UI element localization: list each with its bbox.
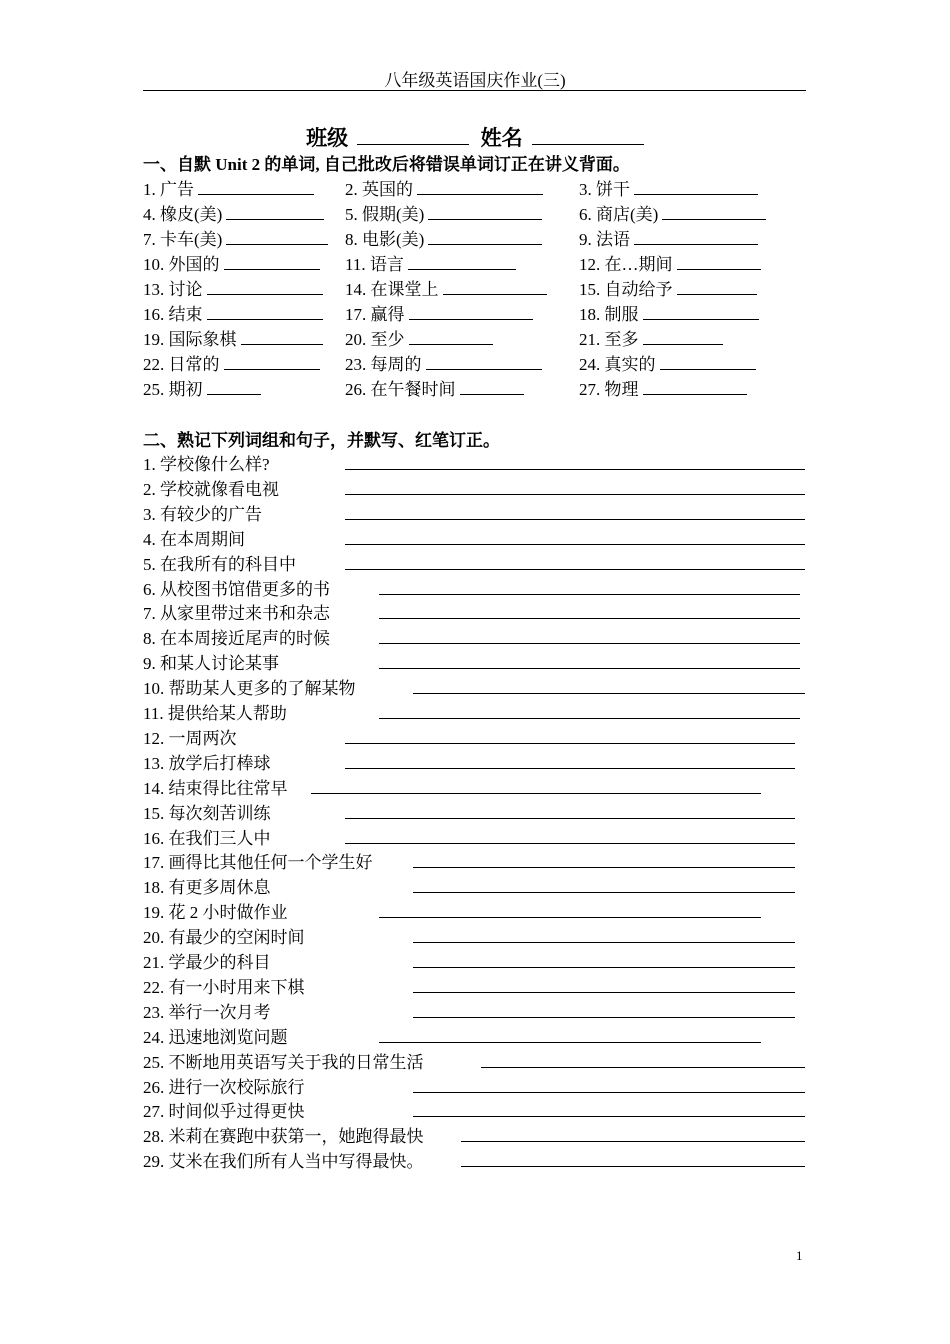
vocab-prompt: 5. 假期(美) [345,205,425,224]
vocab-item [345,350,542,375]
vocab-prompt: 9. 法语 [579,230,630,249]
vocab-prompt: 6. 商店(美) [579,205,659,224]
answer-line[interactable] [345,494,805,495]
phrase-item [143,898,288,920]
answer-line[interactable] [413,1116,805,1117]
answer-blank[interactable] [443,277,547,295]
vocab-prompt: 19. 国际象棋 [143,330,237,349]
phrase-prompt: 9. 和某人讨论某事 [143,654,279,673]
answer-line[interactable] [379,917,761,918]
phrase-item [143,873,271,895]
answer-blank[interactable] [408,252,516,270]
vocab-item [579,350,756,375]
phrase-prompt: 1. 学校像什么样? [143,455,270,474]
answer-blank[interactable] [428,202,542,220]
phrase-item [143,550,296,572]
vocab-prompt: 26. 在午餐时间 [345,380,456,399]
vocab-prompt: 22. 日常的 [143,355,220,374]
answer-blank[interactable] [634,227,758,245]
answer-line[interactable] [345,544,805,545]
answer-line[interactable] [311,793,761,794]
answer-blank[interactable] [226,202,324,220]
vocab-item [579,325,723,350]
phrase-item [143,824,271,846]
phrase-prompt: 8. 在本周接近尾声的时候 [143,629,330,648]
answer-blank[interactable] [677,252,761,270]
vocab-item [143,200,324,225]
phrase-item [143,599,330,621]
answer-line[interactable] [379,643,800,644]
vocab-prompt: 17. 赢得 [345,305,405,324]
answer-blank[interactable] [643,377,747,395]
phrase-item [143,624,330,646]
answer-line[interactable] [379,618,800,619]
answer-blank[interactable] [241,327,323,345]
vocab-item [143,300,323,325]
answer-line[interactable] [413,1092,805,1093]
page-number: 1 [796,1248,803,1263]
vocab-item [143,350,320,375]
vocab-item [579,375,747,400]
phrase-item [143,948,271,970]
vocab-prompt: 27. 物理 [579,380,639,399]
answer-blank[interactable] [207,377,261,395]
phrase-prompt: 17. 画得比其他任何一个学生好 [143,853,373,872]
phrase-prompt: 22. 有一小时用来下棋 [143,978,305,997]
answer-line[interactable] [345,818,795,819]
phrase-prompt: 29. 艾米在我们所有人当中写得最快。 [143,1152,424,1171]
class-label: 班级 [306,126,349,150]
phrase-prompt: 20. 有最少的空闲时间 [143,928,305,947]
answer-blank[interactable] [409,327,493,345]
answer-line[interactable] [413,693,805,694]
phrase-prompt: 28. 米莉在赛跑中获第一，她跑得最快 [143,1127,424,1146]
phrase-prompt: 10. 帮助某人更多的了解某物 [143,679,356,698]
section2-title: 二、熟记下列词组和句子，并默写、红笔订正。 [143,431,500,450]
phrase-prompt: 12. 一周两次 [143,729,237,748]
vocab-item [143,375,261,400]
phrase-item [143,575,330,597]
phrase-prompt: 21. 学最少的科目 [143,953,271,972]
phrase-item [143,799,271,821]
vocab-item [143,175,314,200]
class-blank[interactable] [357,125,469,145]
answer-line[interactable] [461,1166,805,1167]
phrase-item [143,1097,305,1119]
vocab-prompt: 2. 英国的 [345,180,413,199]
student-info-line [0,122,950,152]
answer-line[interactable] [413,867,795,868]
vocab-item [143,225,328,250]
answer-blank[interactable] [224,252,320,270]
phrase-prompt: 19. 花 2 小时做作业 [143,903,288,922]
vocab-prompt: 3. 饼干 [579,180,630,199]
vocab-prompt: 15. 自动给予 [579,280,673,299]
answer-line[interactable] [345,469,805,470]
vocab-item [143,275,323,300]
vocab-prompt: 14. 在课堂上 [345,280,439,299]
phrase-item [143,973,305,995]
answer-blank[interactable] [643,302,759,320]
header-rule [143,90,806,91]
answer-line[interactable] [379,668,800,669]
phrase-item [143,1147,424,1169]
phrase-prompt: 5. 在我所有的科目中 [143,555,296,574]
vocab-item [345,175,543,200]
vocab-item [579,175,758,200]
answer-line[interactable] [345,843,795,844]
phrase-prompt: 4. 在本周期间 [143,530,245,549]
vocab-item [345,325,493,350]
vocab-prompt: 24. 真实的 [579,355,656,374]
vocab-item [579,275,757,300]
vocab-prompt: 13. 讨论 [143,280,203,299]
header-title: 八年级英语国庆作业(三) [384,71,566,90]
vocab-prompt: 20. 至少 [345,330,405,349]
vocab-item [579,300,759,325]
vocab-prompt: 10. 外国的 [143,255,220,274]
phrase-item [143,500,262,522]
answer-line[interactable] [413,967,795,968]
phrase-item [143,1023,288,1045]
vocab-prompt: 18. 制服 [579,305,639,324]
vocab-prompt: 23. 每周的 [345,355,422,374]
answer-blank[interactable] [207,302,323,320]
answer-blank[interactable] [226,227,328,245]
phrase-item [143,1073,305,1095]
answer-line[interactable] [379,594,800,595]
phrase-item [143,724,237,746]
phrase-item [143,774,288,796]
vocab-item [345,225,542,250]
answer-blank[interactable] [426,352,542,370]
phrase-item [143,674,356,696]
answer-blank[interactable] [428,227,542,245]
phrase-prompt: 7. 从家里带过来书和杂志 [143,604,330,623]
answer-blank[interactable] [643,327,723,345]
phrase-item [143,1048,424,1070]
answer-line[interactable] [461,1141,805,1142]
phrase-prompt: 16. 在我们三人中 [143,829,271,848]
answer-blank[interactable] [224,352,320,370]
phrase-prompt: 23. 举行一次月考 [143,1003,271,1022]
answer-line[interactable] [345,569,805,570]
vocab-item [345,200,542,225]
answer-line[interactable] [345,768,795,769]
answer-line[interactable] [379,1042,761,1043]
vocab-item [579,250,761,275]
vocab-item [345,250,516,275]
vocab-item [143,325,323,350]
vocab-item [345,275,547,300]
vocab-item [345,300,533,325]
answer-line[interactable] [345,519,805,520]
phrase-item [143,749,271,771]
phrase-item [143,1122,424,1144]
answer-blank[interactable] [207,277,323,295]
vocab-item [143,250,320,275]
phrase-prompt: 24. 迅速地浏览问题 [143,1028,288,1047]
phrase-prompt: 14. 结束得比往常早 [143,779,288,798]
answer-line[interactable] [413,1017,795,1018]
answer-line[interactable] [345,743,795,744]
vocab-prompt: 21. 至多 [579,330,639,349]
phrase-prompt: 11. 提供给某人帮助 [143,704,287,723]
name-label: 姓名 [480,126,523,150]
phrase-item [143,475,279,497]
phrase-prompt: 25. 不断地用英语写关于我的日常生活 [143,1053,424,1072]
name-blank[interactable] [532,125,644,145]
vocab-prompt: 25. 期初 [143,380,203,399]
answer-blank[interactable] [198,177,314,195]
phrase-prompt: 3. 有较少的广告 [143,505,262,524]
vocab-prompt: 12. 在…期间 [579,255,673,274]
phrase-prompt: 27. 时间似乎过得更快 [143,1102,305,1121]
answer-line[interactable] [413,942,795,943]
vocab-prompt: 16. 结束 [143,305,203,324]
phrase-item [143,848,373,870]
phrase-item [143,649,279,671]
phrase-prompt: 18. 有更多周休息 [143,878,271,897]
answer-line[interactable] [413,892,795,893]
phrase-prompt: 6. 从校图书馆借更多的书 [143,580,330,599]
vocab-prompt: 8. 电影(美) [345,230,425,249]
vocab-item [579,225,758,250]
section1-title: 一、自默 Unit 2 的单词, 自己批改后将错误单词订正在讲义背面。 [143,155,630,174]
phrase-item [143,998,271,1020]
vocab-prompt: 4. 橡皮(美) [143,205,223,224]
vocab-item [579,200,766,225]
answer-blank[interactable] [677,277,757,295]
phrase-item [143,450,270,472]
answer-blank[interactable] [417,177,543,195]
answer-blank[interactable] [409,302,533,320]
phrase-item [143,525,245,547]
phrase-prompt: 15. 每次刻苦训练 [143,804,271,823]
phrase-item [143,923,305,945]
vocab-prompt: 7. 卡车(美) [143,230,223,249]
answer-blank[interactable] [660,352,756,370]
phrase-prompt: 2. 学校就像看电视 [143,480,279,499]
phrase-item [143,699,287,721]
phrase-prompt: 13. 放学后打棒球 [143,754,271,773]
answer-blank[interactable] [460,377,524,395]
answer-line[interactable] [379,718,800,719]
answer-line[interactable] [481,1067,805,1068]
vocab-item [345,375,524,400]
phrase-prompt: 26. 进行一次校际旅行 [143,1078,305,1097]
answer-line[interactable] [413,992,795,993]
answer-blank[interactable] [662,202,766,220]
vocab-prompt: 11. 语言 [345,255,404,274]
answer-blank[interactable] [634,177,758,195]
vocab-prompt: 1. 广告 [143,180,194,199]
